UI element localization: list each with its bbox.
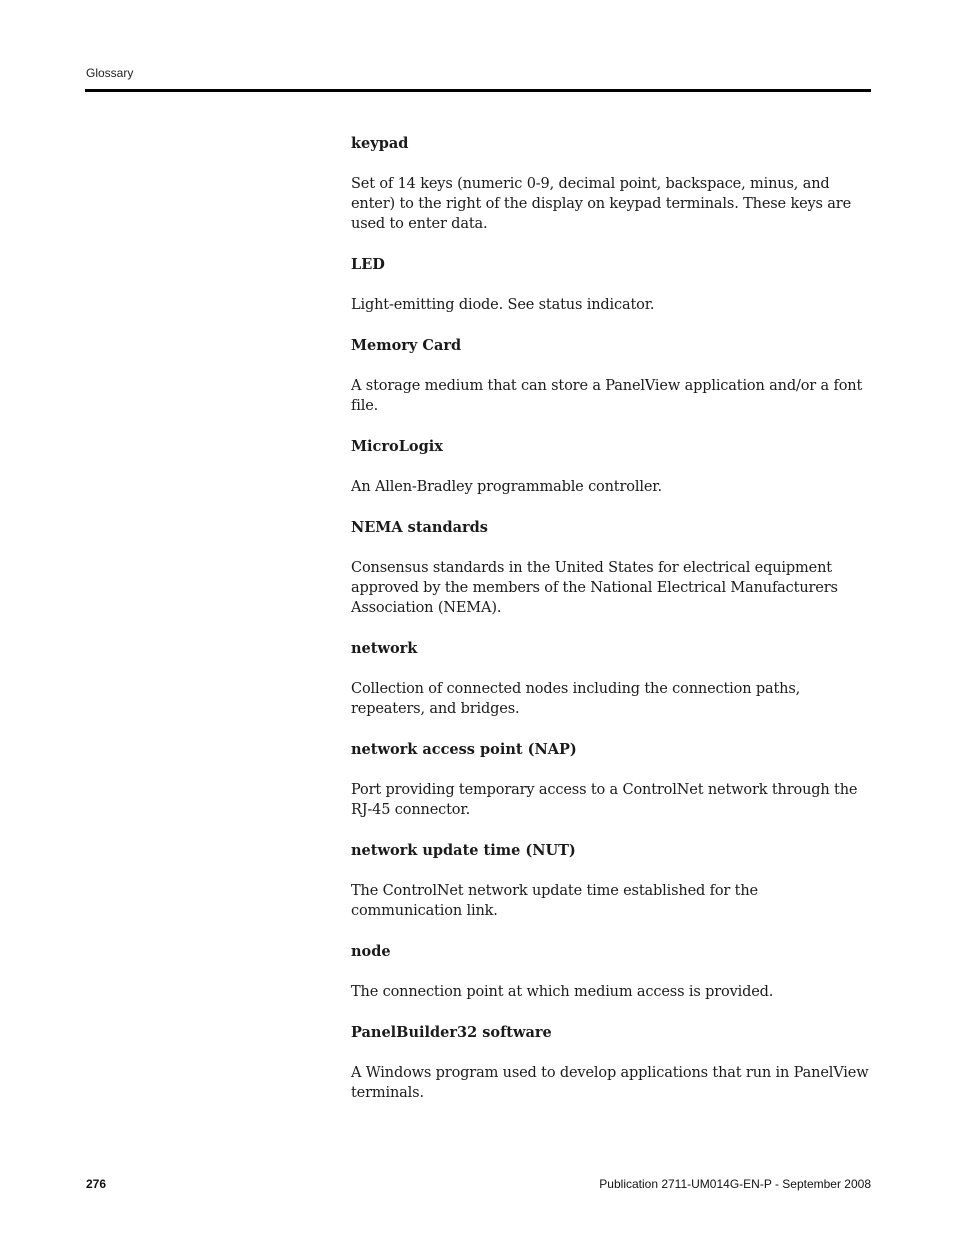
glossary-entry	[351, 255, 871, 315]
glossary-definition: Consensus standards in the United States for electrical equipment approved by the members of the National Electrical Manufacturers Association (NEMA).	[351, 560, 838, 616]
glossary-term: MicroLogix	[351, 438, 443, 455]
glossary-term: LED	[351, 256, 385, 273]
glossary-definition: The ControlNet network update time established for the communication link.	[351, 883, 758, 919]
glossary-term: NEMA standards	[351, 519, 488, 536]
glossary-term: network update time (NUT)	[351, 842, 576, 859]
glossary-definition: Collection of connected nodes including the connection paths, repeaters, and bridges.	[351, 681, 801, 717]
glossary-entry	[351, 841, 871, 921]
glossary-entry	[351, 740, 871, 820]
glossary-entry	[351, 437, 871, 497]
glossary-entry	[351, 942, 871, 1002]
running-header: Glossary	[86, 66, 134, 80]
header-rule	[85, 89, 871, 92]
glossary-entries	[351, 134, 871, 1124]
glossary-term: node	[351, 943, 391, 960]
glossary-definition: A Windows program used to develop applications that run in PanelView terminals.	[351, 1065, 869, 1101]
glossary-term: PanelBuilder32 software	[351, 1024, 552, 1041]
glossary-definition: Port providing temporary access to a ControlNet network through the RJ-45 connector.	[351, 782, 858, 818]
glossary-term: network access point (NAP)	[351, 741, 577, 758]
glossary-entry	[351, 1023, 871, 1103]
glossary-entry	[351, 134, 871, 234]
publication-info: Publication 2711-UM014G-EN-P - September 2008	[599, 1177, 871, 1191]
glossary-definition: An Allen-Bradley programmable controller.	[351, 479, 662, 495]
glossary-entry	[351, 639, 871, 719]
glossary-definition: A storage medium that can store a PanelView application and/or a font file.	[351, 378, 863, 414]
glossary-definition: Light-emitting diode. See status indicator.	[351, 297, 655, 313]
glossary-entry	[351, 336, 871, 416]
glossary-definition: Set of 14 keys (numeric 0-9, decimal point, backspace, minus, and enter) to the right of the display on keypad terminals. These keys are used to enter data.	[351, 176, 852, 232]
glossary-term: network	[351, 640, 418, 657]
glossary-definition: The connection point at which medium access is provided.	[351, 984, 774, 1000]
glossary-term: Memory Card	[351, 337, 462, 354]
glossary-entry	[351, 518, 871, 618]
glossary-term: keypad	[351, 135, 409, 152]
page-number: 276	[86, 1177, 107, 1191]
